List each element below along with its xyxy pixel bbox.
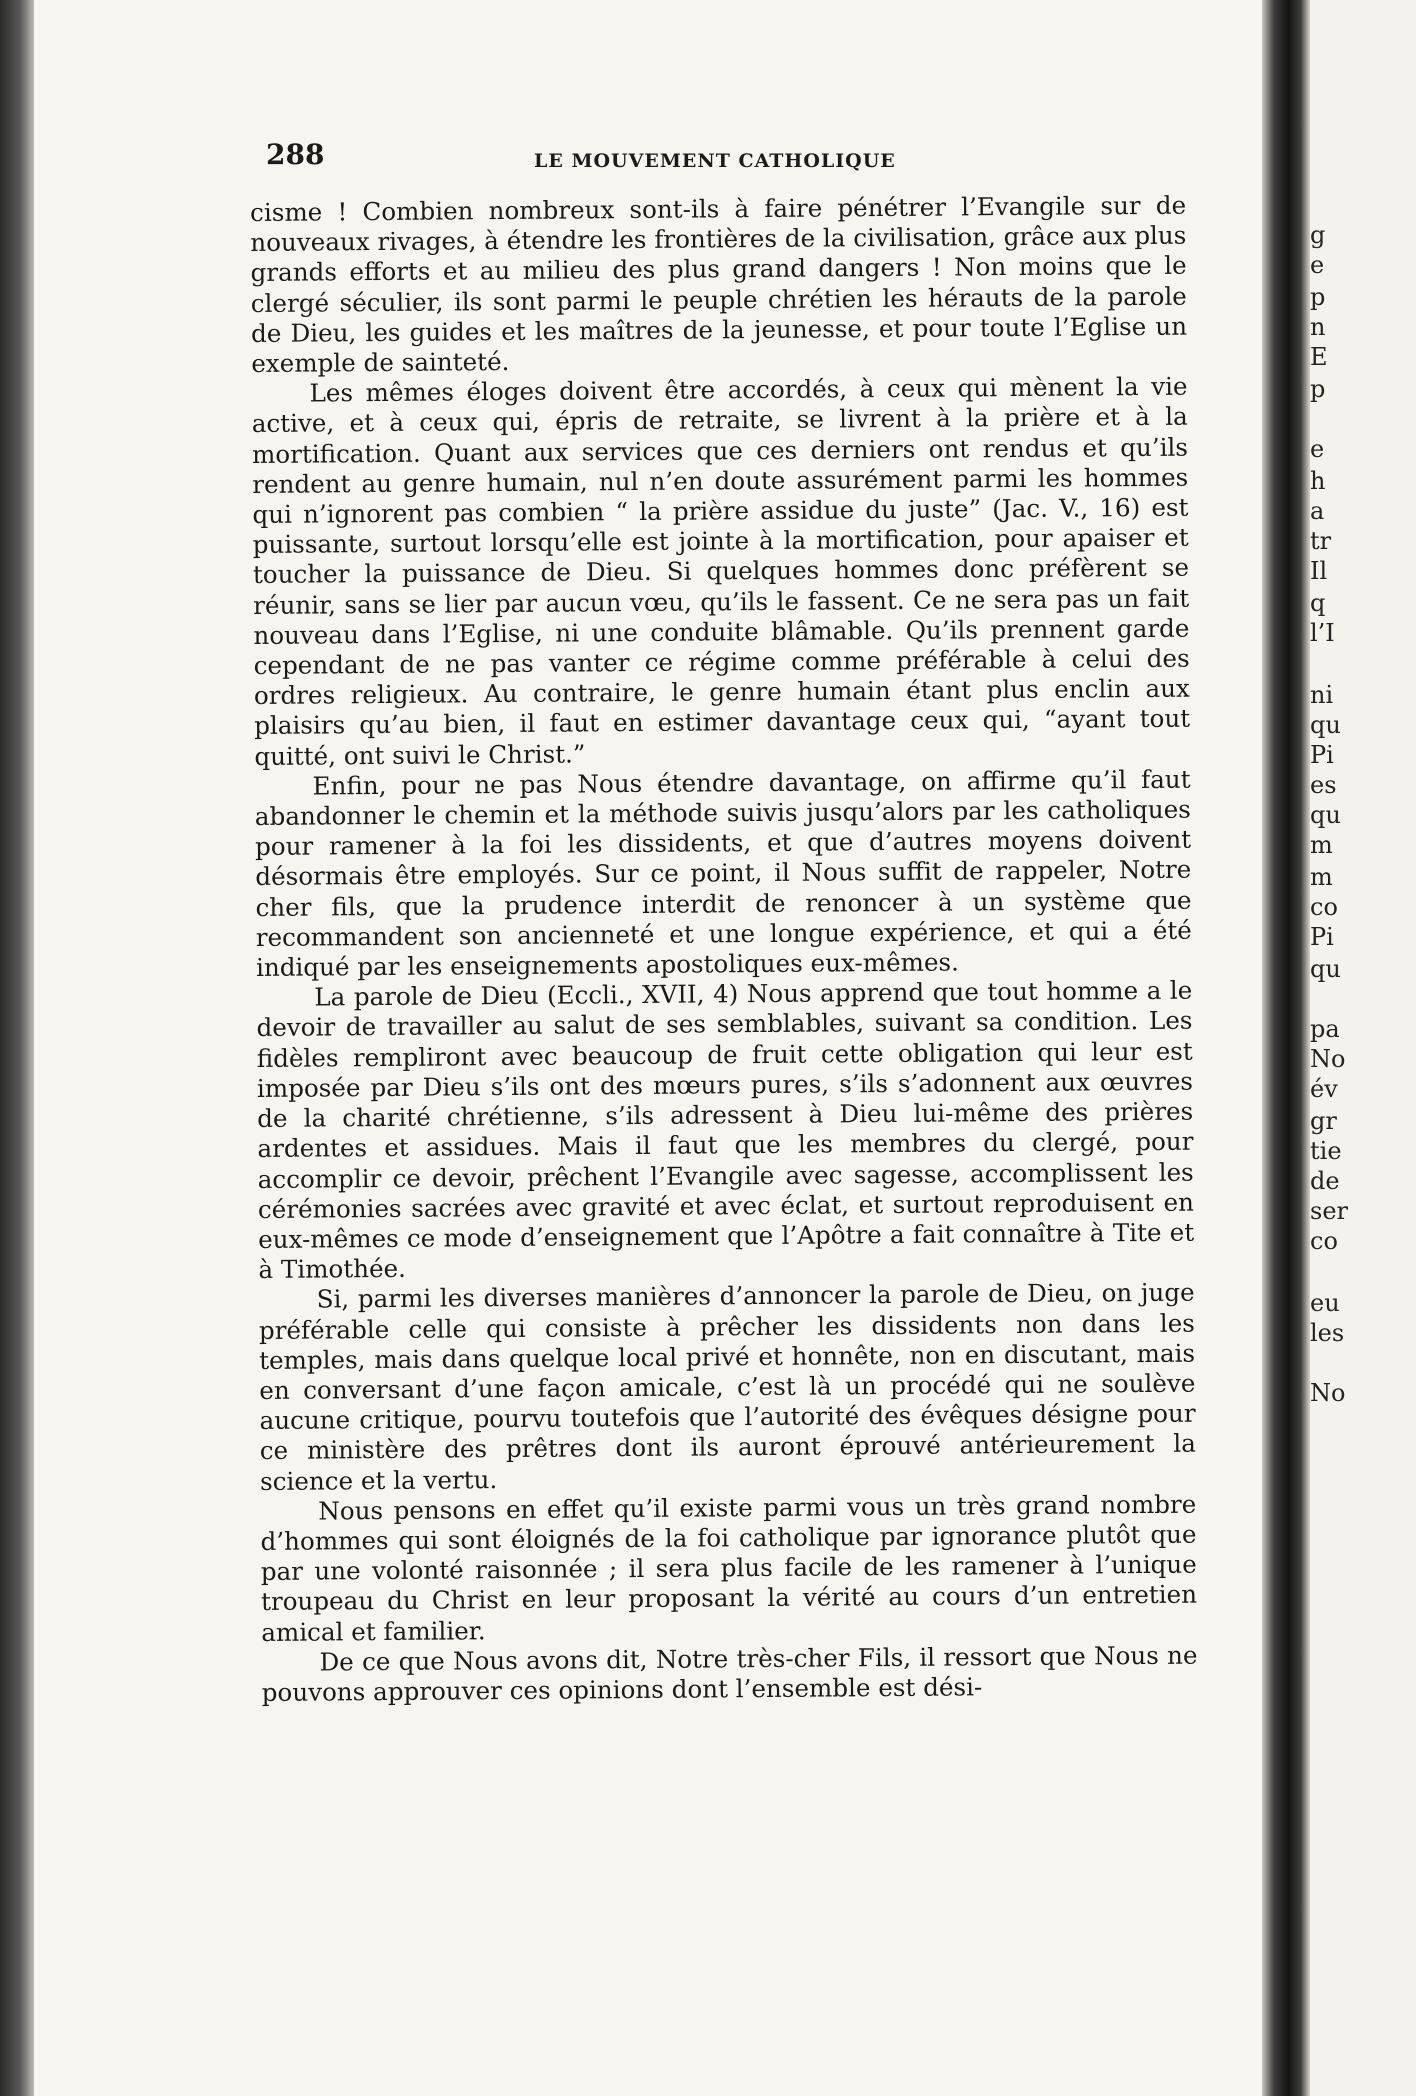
adjacent-page-fragment: co bbox=[1310, 1227, 1338, 1255]
adjacent-page-fragment: No bbox=[1310, 1045, 1346, 1073]
adjacent-page-fragment: ser bbox=[1310, 1197, 1348, 1225]
adjacent-page-edge bbox=[1310, 0, 1416, 2096]
adjacent-page-fragment: a bbox=[1310, 497, 1325, 525]
body-text bbox=[250, 191, 1198, 1708]
adjacent-page-fragment: tie bbox=[1310, 1137, 1342, 1165]
adjacent-page-fragment: qu bbox=[1310, 711, 1341, 739]
adjacent-page-fragment: co bbox=[1310, 893, 1338, 921]
adjacent-page-fragment: n bbox=[1310, 313, 1326, 341]
adjacent-page-fragment: Pi bbox=[1310, 741, 1334, 769]
adjacent-page-fragment: de bbox=[1310, 1167, 1340, 1195]
adjacent-page-fragment: q bbox=[1310, 589, 1326, 617]
adjacent-page-fragment: les bbox=[1310, 1319, 1345, 1347]
paragraph: cisme ! Combien nombreux sont-ils à faire pénétrer l’Evangile sur de nouveaux rivages, à étendre les frontières de la civilisation, grâce aux plus grands efforts et au milieu des plus grand dangers ! Non moins que le clergé séculier, ils sont parmi le peuple chrétien les hérauts de la parole de Dieu, les guides et les maîtres de la jeunesse, et pour toute l’Eglise un exemple de sainteté. bbox=[250, 190, 1188, 379]
paragraph: Les mêmes éloges doivent être accordés, à ceux qui mènent la vie active, et à ceux qui, épris de retraite, se livrent à la prière et à la mortification. Quant aux services que ces derniers ont rendus et qu’ils rendent au genre humain, nul n’en doute assurément parmi les hommes qui n’ignorent pas combien “ la prière assidue du juste” (Jac. V., 16) est puissante, surtout lorsqu’elle est jointe à la mortification, pour apaiser et toucher la puissance de Dieu. Si quelques hommes donc préfèrent se réunir, sans se lier par aucun vœu, qu’ils le fassent. Ce ne sera pas un fait nouveau dans l’Eglise, ni une conduite blâmable. Qu’ils prennent garde cependant de ne pas vanter ce régime comme préférable à celui des ordres religieux. Au contraire, le genre humain étant plus enclin aux plaisirs qu’au bien, il faut en estimer davantage ceux qui, “ayant tout quitté, ont suivi le Christ.” bbox=[251, 371, 1191, 771]
page-number: 288 bbox=[266, 138, 325, 171]
adjacent-page-fragment: qu bbox=[1310, 955, 1341, 983]
adjacent-page-fragment: No bbox=[1310, 1379, 1346, 1407]
adjacent-page-fragment: gr bbox=[1310, 1107, 1337, 1135]
adjacent-page-fragment: Pi bbox=[1310, 923, 1334, 951]
adjacent-page-fragment: eu bbox=[1310, 1289, 1340, 1317]
adjacent-page-fragment: p bbox=[1310, 375, 1326, 403]
adjacent-page-fragment: tr bbox=[1310, 527, 1332, 555]
adjacent-page-fragment: év bbox=[1310, 1075, 1338, 1103]
adjacent-page-fragment: e bbox=[1310, 251, 1325, 279]
adjacent-page-fragment: E bbox=[1310, 343, 1328, 371]
paragraph: Si, parmi les diverses manières d’annoncer la parole de Dieu, on juge préférable celle qui consiste à prêcher les dissidents non dans les temples, mais dans quelque local privé et honnête, non en discutant, mais en conversant d’une façon amicale, c’est là un procédé qui ne soulève aucune critique, pourvu toutefois que l’autorité des évêques désigne pour ce ministère des prêtres dont ils auront éprouvé antérieurement la science et la vertu. bbox=[258, 1277, 1196, 1496]
page-header bbox=[266, 138, 936, 178]
book-gutter bbox=[1262, 0, 1310, 2096]
running-title: LE MOUVEMENT CATHOLIQUE bbox=[534, 150, 896, 172]
adjacent-page-fragment: m bbox=[1310, 863, 1333, 891]
paragraph: Enfin, pour ne pas Nous étendre davantage, on affirme qu’il faut abandonner le chemin et la méthode suivis jusqu’alors par les catholiques pour ramener à la foi les dissidents, et que d’autres moyens doivent désormais être employés. Sur ce point, il Nous suffit de rappeler, Notre cher fils, que la prudence interdit de renoncer à un système que recommandent son ancienneté et une longue expérience, et qui a été indiqué par les enseignements apostoliques eux-mêmes. bbox=[254, 764, 1192, 983]
paragraph: De ce que Nous avons dit, Notre très-cher Fils, il ressort que Nous ne pouvons approuver ces opinions dont l’ensemble est dési- bbox=[261, 1640, 1198, 1707]
adjacent-page-fragment: qu bbox=[1310, 801, 1341, 829]
adjacent-page-fragment: l’I bbox=[1310, 619, 1335, 647]
adjacent-page-fragment: es bbox=[1310, 771, 1337, 799]
adjacent-page-fragment: Il bbox=[1310, 557, 1328, 585]
adjacent-page-fragment: e bbox=[1310, 435, 1325, 463]
scan-left-edge bbox=[0, 0, 34, 2096]
adjacent-page-fragment: p bbox=[1310, 283, 1326, 311]
adjacent-page-fragment: g bbox=[1310, 221, 1326, 249]
adjacent-page-fragment: pa bbox=[1310, 1015, 1340, 1043]
adjacent-page-fragment: m bbox=[1310, 831, 1333, 859]
adjacent-page-fragment: ni bbox=[1310, 681, 1334, 709]
paragraph: Nous pensons en effet qu’il existe parmi vous un très grand nombre d’hommes qui sont éloignés de la foi catholique par ignorance plutôt que par une volonté raisonnée ; il sera plus facile de les ramener à l’unique troupeau du Christ en leur proposant la vérité au cours d’un entretien amical et familier. bbox=[260, 1489, 1198, 1647]
paragraph: La parole de Dieu (Eccli., XVII, 4) Nous apprend que tout homme a le devoir de travailler au salut de ses semblables, suivant sa condition. Les fidèles rempliront avec beaucoup de fruit cette obligation qui leur est imposée par Dieu s’ils ont des mœurs pures, s’ils s’adonnent aux œuvres de la charité chrétienne, s’ils adressent à Dieu lui-même des prières ardentes et assidues. Mais il faut que les membres du clergé, pour accomplir ce devoir, prêchent l’Evangile avec sagesse, accomplissent les cérémonies sacrées avec gravité et avec éclat, et surtout reproduisent en eux-mêmes ce mode d’enseignement que l’Apôtre a fait connaître à Tite et à Timothée. bbox=[256, 975, 1195, 1285]
adjacent-page-fragment: h bbox=[1310, 467, 1326, 495]
